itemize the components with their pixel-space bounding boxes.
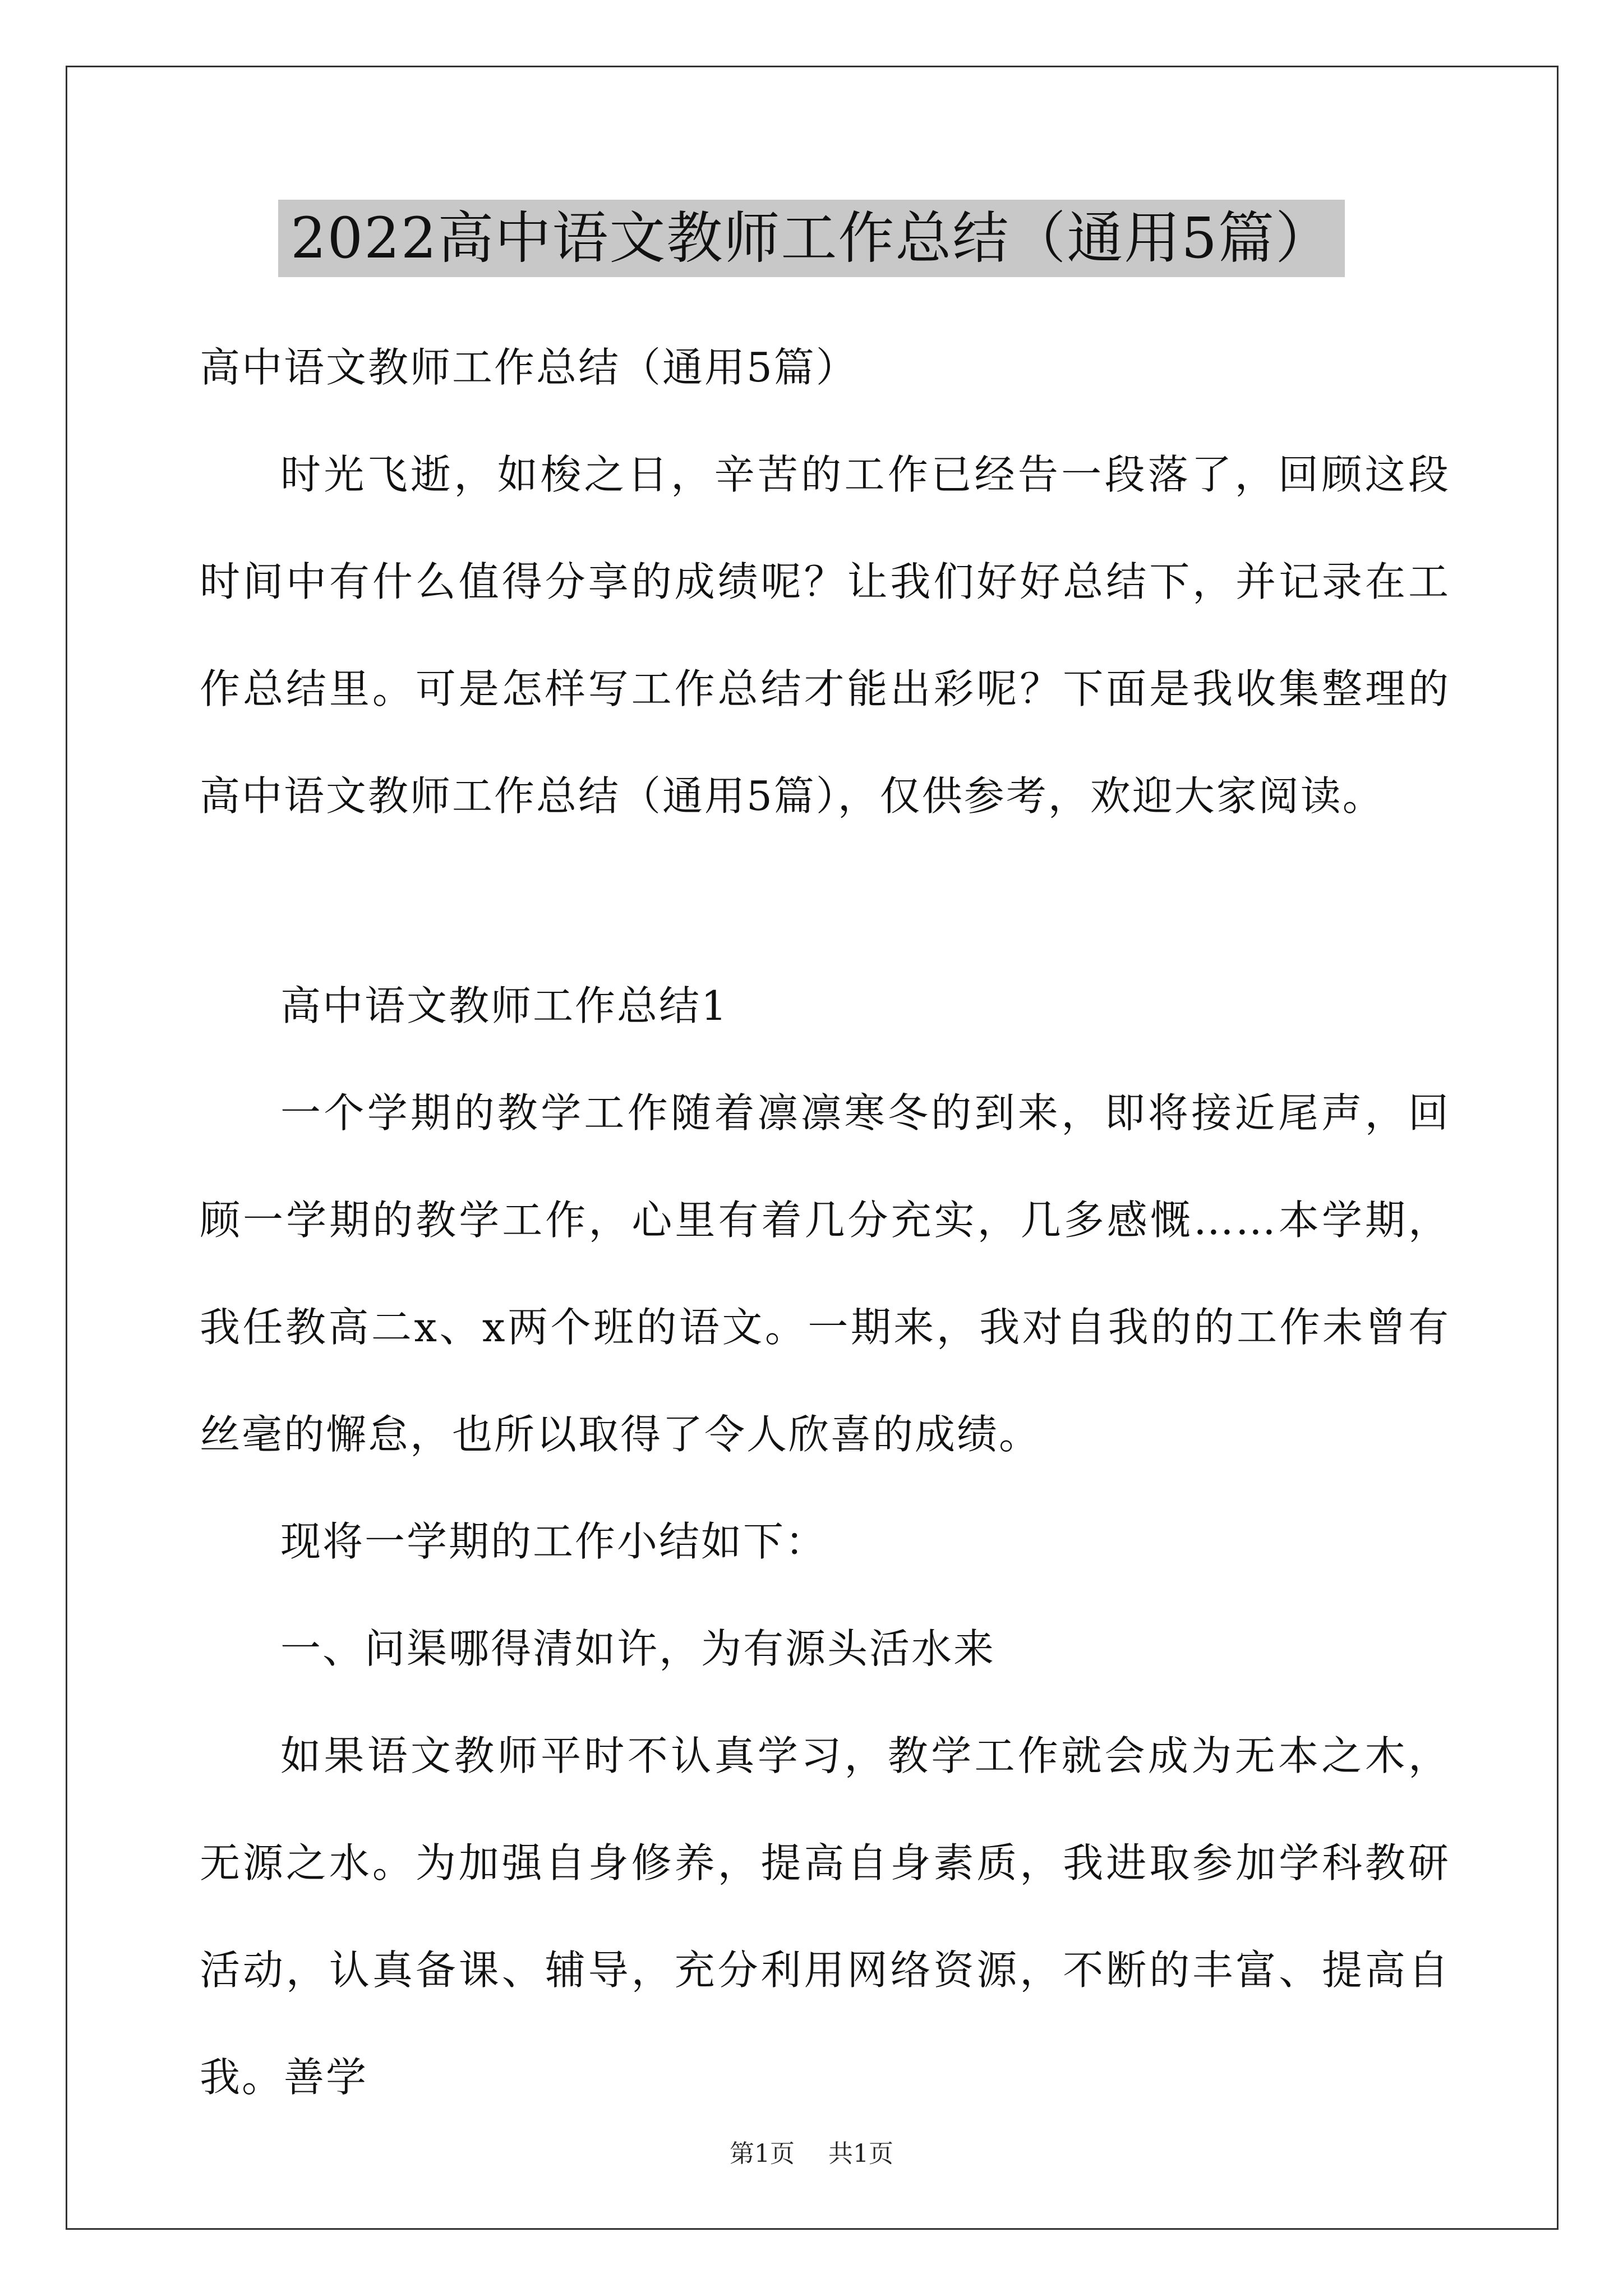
document-title-text: 2022高中语文教师工作总结（通用5篇） [278,200,1345,277]
page-number: 第1页 [730,2139,795,2168]
section-heading: 高中语文教师工作总结1 [280,982,728,1029]
subtitle-paragraph: 高中语文教师工作总结（通用5篇） [200,344,858,391]
document-title [0,200,1623,277]
page-footer [0,2137,1623,2171]
page-total: 共1页 [828,2139,893,2168]
body-paragraph: 现将一学期的工作小结如下： [280,1518,828,1565]
document-body [200,314,1450,2131]
intro-paragraph: 时光飞逝，如梭之日，辛苦的工作已经告一段落了，回顾这段时间中有什么值得分享的成绩呢？让我们好好总结下，并记录在工作总结里。可是怎样写工作总结才能出彩呢？下面是我收集整理的高中语文教师工作总结（通用5篇），仅供参考，欢迎大家阅读。 [200,451,1450,820]
subsection-heading: 一、问渠哪得清如许，为有源头活水来 [280,1625,996,1672]
body-paragraph: 一个学期的教学工作随着凛凛寒冬的到来，即将接近尾声，回顾一学期的教学工作，心里有着几分充实，几多感慨……本学期，我任教高二x、x两个班的语文。一期来，我对自我的的工作未曾有丝毫的懈怠，也所以取得了令人欣喜的成绩。 [200,1089,1450,1458]
body-paragraph: 如果语文教师平时不认真学习，教学工作就会成为无本之木，无源之水。为加强自身修养，提高自身素质，我进取参加学科教研活动，认真备课、辅导，充分利用网络资源，不断的丰富、提高自我。善学 [200,1732,1450,2101]
